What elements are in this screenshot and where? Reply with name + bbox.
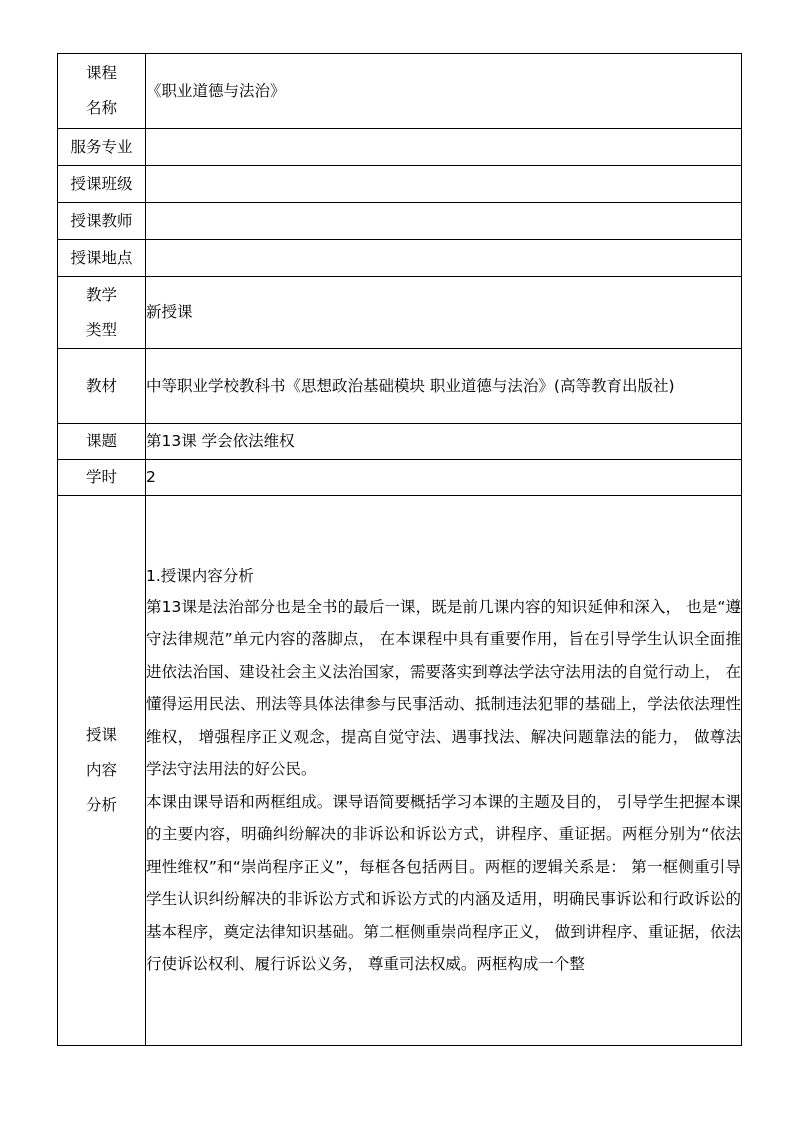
topic-label: 课题 (58, 424, 146, 460)
row-topic (58, 424, 742, 460)
course-name-label-cell (58, 54, 146, 129)
teaching-type-value: 新授课 (146, 277, 742, 349)
analysis-content (146, 496, 742, 1046)
row-teaching-type (58, 277, 742, 349)
course-name-label: 课程 名称 (85, 64, 117, 117)
row-location (58, 240, 742, 277)
topic-value: 第13课 学会依法维权 (146, 424, 742, 460)
analysis-label-cell (58, 496, 146, 1046)
class-value (146, 166, 742, 203)
textbook-label: 教材 (58, 349, 146, 424)
textbook-value: 中等职业学校教科书《思想政治基础模块 职业道德与法治》(高等教育出版社) (146, 349, 742, 424)
analysis-paragraph-1: 第13课是法治部分也是全书的最后一课，既是前几课内容的知识延伸和深入， 也是“遵守法律规范”单元内容的落脚点， 在本课程中具有重要作用，旨在引导学生认识全面推进依法治国、建设社会主义法治国家，需要落实到尊法学法守法用法的自觉行动上， 在懂得运用民法、刑法等具体法律参与民事活动、抵制违法犯罪的基础上，学法依法理性维权， 增强程序正义观念，提高自觉守法、遇事找法、解决问题靠法的能力， 做尊法学法守法用法的好公民。 (146, 597, 741, 778)
row-course-name (58, 54, 742, 129)
row-class (58, 166, 742, 203)
analysis-label: 授课 内容 分析 (85, 726, 117, 814)
teaching-type-label: 教学 类型 (85, 285, 117, 339)
row-teacher (58, 203, 742, 240)
row-textbook (58, 349, 742, 424)
course-name-value: 《职业道德与法治》 (146, 54, 742, 129)
analysis-paragraph-2: 本课由课导语和两框组成。课导语简要概括学习本课的主题及目的， 引导学生把握本课的主要内容，明确纠纷解决的非诉讼和诉讼方式，讲程序、重证据。两框分别为“依法理性维权”和“崇尚程序正义”，每框各包括两目。两框的逻辑关系是： 第一框侧重引导学生认识纠纷解决的非诉讼方式和诉讼方式的内涵及适用，明确民事诉讼和行政诉讼的基本程序，奠定法律知识基础。第二框侧重崇尚程序正义， 做到讲程序、重证据，依法行使诉讼权利、履行诉讼义务， 尊重司法权威。两框构成一个整 (146, 792, 741, 973)
lesson-plan-table (57, 53, 742, 1046)
location-value (146, 240, 742, 277)
class-label: 授课班级 (58, 166, 146, 203)
row-analysis (58, 496, 742, 1046)
analysis-heading: 1.授课内容分析 (146, 566, 254, 585)
location-label: 授课地点 (58, 240, 146, 277)
teacher-label: 授课教师 (58, 203, 146, 240)
major-value (146, 129, 742, 166)
row-major (58, 129, 742, 166)
hours-label: 学时 (58, 460, 146, 496)
row-hours (58, 460, 742, 496)
major-label: 服务专业 (58, 129, 146, 166)
hours-value: 2 (146, 460, 742, 496)
teaching-type-label-cell (58, 277, 146, 349)
teacher-value (146, 203, 742, 240)
